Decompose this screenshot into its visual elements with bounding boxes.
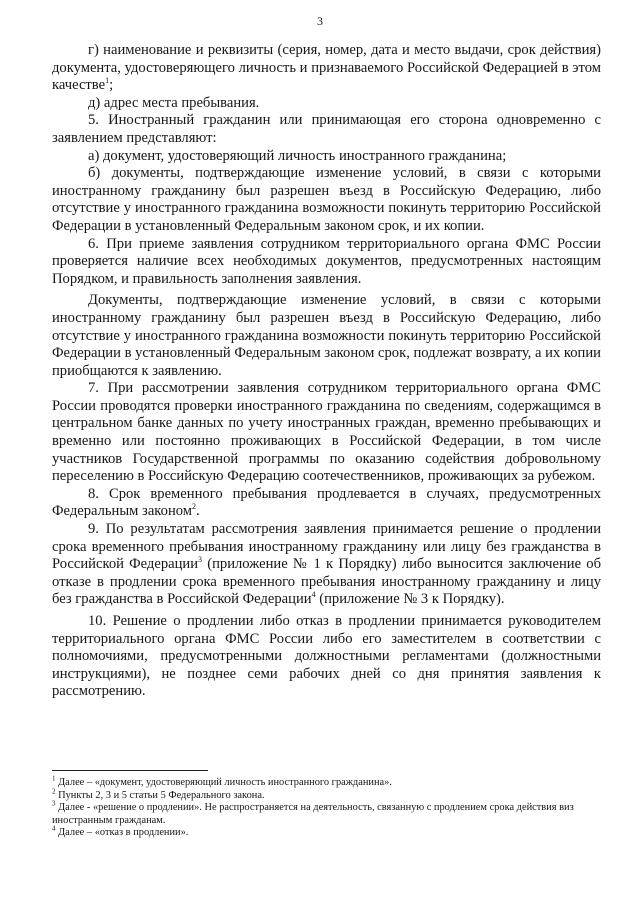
document-body	[52, 42, 601, 701]
paragraph-5: 5. Иностранный гражданин или принимающая его сторона одновременно с заявлением представляют:	[52, 112, 601, 146]
punctuation: .	[196, 503, 200, 520]
paragraph-7: 7. При рассмотрении заявления сотрудником территориального органа ФМС России проводятся проверки иностранного гражданина по сведениям, содержащимся в центральном банке данных по учету иностранных граждан, временно пребывающих и временно или постоянно проживающих в Российской Федерации, в том числе участников Государственной программы по оказанию содействия добровольному переселению в Российскую Федерацию соотечественников, проживающих за рубежом.	[52, 380, 601, 485]
paragraph-8	[52, 486, 601, 521]
paragraph-text: (приложение № 1 к Порядку) либо выносится заключение об отказе в продлении срока временного пребывания иностранному гражданину и лицу без гражданства в Российской Федерации	[52, 556, 602, 608]
paragraph-text: 9. По результатам рассмотрения заявления принимается решение о продлении срока временного пребывания иностранному гражданину или лицу без гражданства в Российской Федерации	[52, 521, 601, 573]
footnote-mark: 2	[52, 787, 56, 796]
paragraph-text: 8. Срок временного пребывания продлевается в случаях, предусмотренных Федеральным законом	[52, 485, 601, 520]
footnote-3	[52, 799, 612, 827]
paragraph-5b: б) документы, подтверждающие изменение условий, в связи с которыми иностранному гражданину был разрешен въезд в Российскую Федерацию, либо отсутствие у иностранного гражданина возможности покинуть территорию Российской Федерации в установленный Федеральным законом срок, и их копии.	[52, 165, 601, 234]
footnote-ref-4: 4	[311, 590, 316, 600]
footnote-text: Далее – «отказ в продлении».	[55, 827, 189, 839]
footnote-2	[52, 787, 612, 803]
paragraph-10: 10. Решение о продлении либо отказ в продлении принимается руководителем территориального органа ФМС России либо его заместителем в соответствии с полномочиями, предусмотренными должностными регламентами (должностными инструкциями), не позднее семи рабочих дней со дня принятия заявления к рассмотрению.	[52, 613, 601, 700]
footnote-1	[52, 774, 612, 790]
footnote-ref-2: 2	[192, 502, 197, 512]
footnote-4	[52, 824, 612, 840]
paragraph-4d: д) адрес места пребывания.	[88, 94, 260, 111]
paragraph-text: (приложение № 3 к Порядку).	[315, 591, 505, 608]
footnotes	[52, 774, 612, 840]
paragraph-6-documents: Документы, подтверждающие изменение условий, в связи с которыми иностранному гражданину был разрешен въезд в Российскую Федерацию, либо отсутствие у иностранного гражданина возможности покинуть территорию Российской Федерации в установленный Федеральным законом срок, подлежат возврату, а их копии приобщаются к заявлению.	[52, 292, 601, 379]
footnote-ref-1: 1	[105, 76, 110, 86]
footnote-text: Далее – «документ, удостоверяющий личность иностранного гражданина».	[55, 777, 392, 788]
page-number: 3	[317, 14, 323, 28]
paragraph-5a: а) документ, удостоверяющий личность иностранного гражданина;	[88, 147, 507, 164]
paragraph-6: 6. При приеме заявления сотрудником территориального органа ФМС России проверяется наличие всех необходимых документов, предусмотренных настоящим Порядком, и правильность заполнения заявления.	[52, 235, 601, 287]
punctuation: ;	[109, 77, 114, 94]
footnote-mark: 1	[52, 774, 56, 783]
footnote-mark: 3	[52, 799, 56, 808]
paragraph-9	[52, 521, 601, 609]
footnote-separator	[52, 770, 208, 771]
paragraph-text: г) наименование и реквизиты (серия, номер, дата и место выдачи, срок действия) документа, удостоверяющего личность и признаваемого Российской Федерацией в этом качестве	[52, 42, 601, 94]
footnote-text: Далее - «решение о продлении». Не распространяется на деятельность, связанную с продлением срока действия виз иностранным гражданам.	[52, 802, 574, 826]
footnote-ref-3: 3	[198, 555, 203, 565]
footnote-text: Пункты 2, 3 и 5 статьи 5 Федерального закона.	[55, 789, 265, 801]
paragraph-4g	[52, 42, 601, 95]
footnote-mark: 4	[52, 824, 56, 833]
